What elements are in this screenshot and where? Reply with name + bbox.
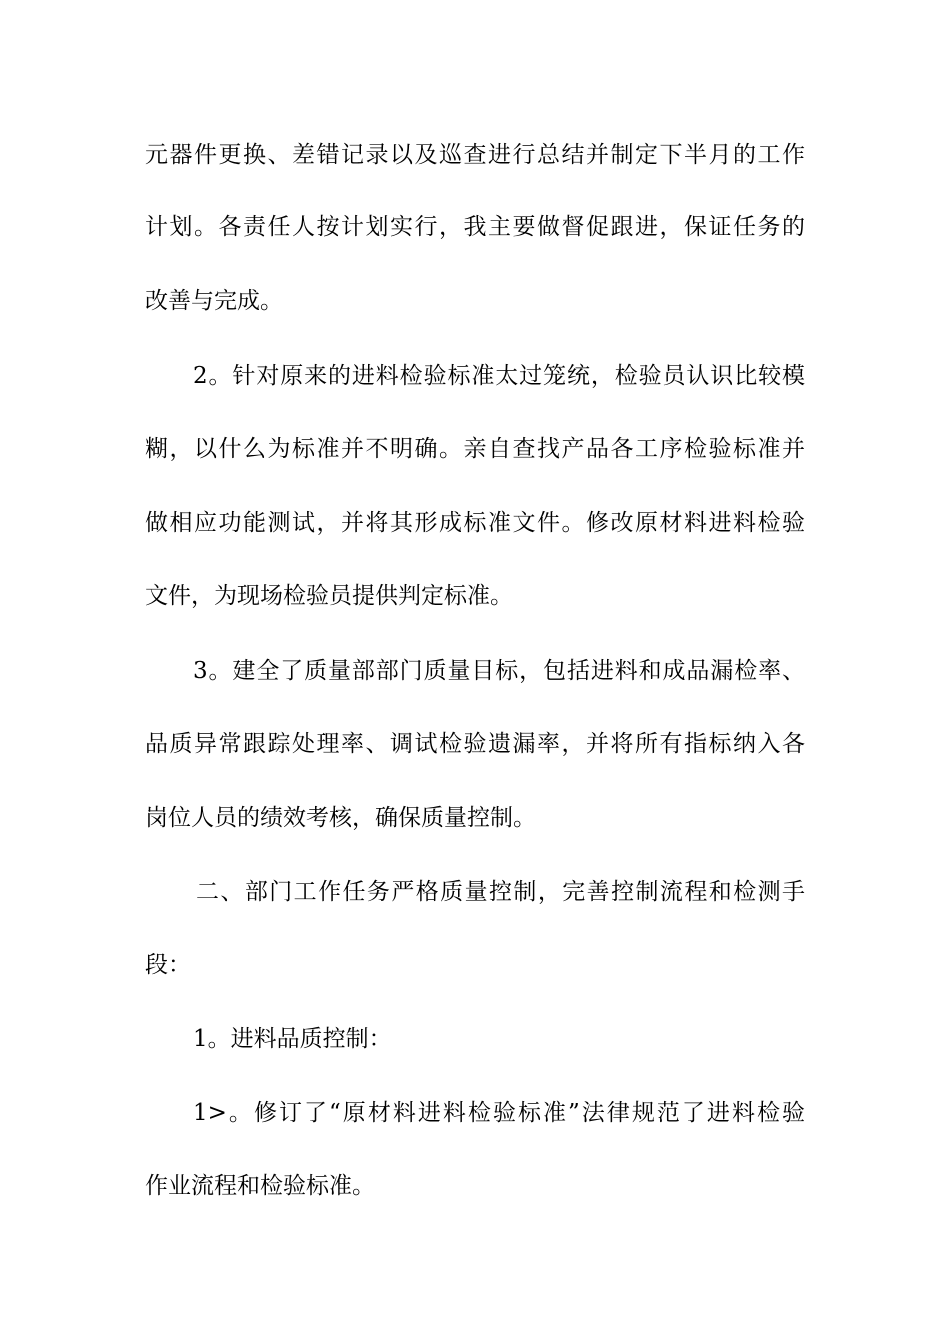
paragraph-line: 糊，以什么为标准并不明确。亲自查找产品各工序检验标准并 <box>145 436 805 462</box>
section-heading-line: 段： <box>145 952 191 978</box>
paragraph-line: 计划。各责任人按计划实行，我主要做督促跟进，保证任务的 <box>145 214 805 240</box>
paragraph-line: 元器件更换、差错记录以及巡查进行总结并制定下半月的工作 <box>145 142 805 168</box>
paragraph-line: 岗位人员的绩效考核，确保质量控制。 <box>145 805 536 831</box>
paragraph-line: 做相应功能测试，并将其形成标准文件。修改原材料进料检验 <box>145 510 805 536</box>
paragraph-line: 改善与完成。 <box>145 288 283 314</box>
paragraph-line: 文件，为现场检验员提供判定标准。 <box>145 583 513 609</box>
paragraph-line: 1>。修订了“原材料进料检验标准”法律规范了进料检验 <box>193 1100 805 1126</box>
paragraph-line: 3。建全了质量部部门质量目标，包括进料和成品漏检率、 <box>193 658 805 684</box>
subheading-line: 1。进料品质控制： <box>193 1026 392 1052</box>
section-heading-line: 二、部门工作任务严格质量控制，完善控制流程和检测手 <box>196 879 805 905</box>
paragraph-line: 品质异常跟踪处理率、调试检验遗漏率，并将所有指标纳入各 <box>145 731 805 757</box>
paragraph-line: 2。针对原来的进料检验标准太过笼统，检验员认识比较模 <box>193 363 805 389</box>
paragraph-line: 作业流程和检验标准。 <box>145 1173 375 1199</box>
